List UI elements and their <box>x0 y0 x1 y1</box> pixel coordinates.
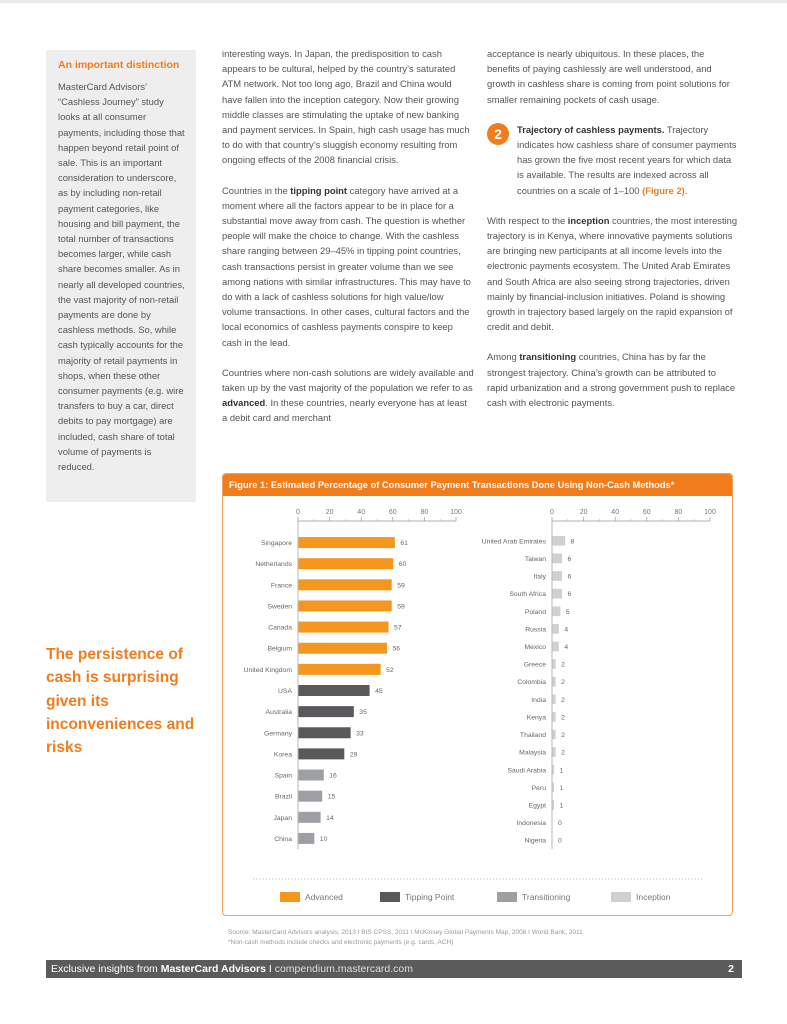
legend-label: Tipping Point <box>405 892 455 902</box>
footer-lead: Exclusive insights from <box>51 963 161 975</box>
value-label: 4 <box>564 626 569 634</box>
source-line: Source: MasterCard Advisors analysis, 2013 I BIS CPSS, 2011 I McKinsey Global Payments Map, 2008 I World Bank, 2011 <box>228 929 583 936</box>
value-label: 2 <box>561 749 565 757</box>
category-label: Egypt <box>528 802 546 810</box>
value-label: 16 <box>329 772 337 780</box>
value-label: 52 <box>386 666 394 674</box>
footnote: *Non-cash methods include checks and electronic payments (e.g. cards, ACH) <box>228 939 454 946</box>
col1-paragraph-1: interesting ways. In Japan, the predisposition to cash appears to be cultural, helped by the country’s saturated ATM network. Not too long ago, Brazil and China would have fallen into the inception category. Now their growing middle classes are stimulating the uptake of new banking and payment services. In Spain, high cash usage has much to do with that country’s sluggish economy resulting from ongoing effects of the 2008 financial crisis. <box>222 48 470 166</box>
value-label: 59 <box>397 603 405 611</box>
value-label: 5 <box>565 608 570 616</box>
bar <box>553 624 559 634</box>
legend-label: Advanced <box>305 892 343 902</box>
category-label: Kenya <box>526 714 546 722</box>
legend-swatch <box>280 892 300 902</box>
bar <box>553 694 556 704</box>
value-label: 1 <box>559 767 564 775</box>
category-label: Poland <box>524 608 546 616</box>
text-run: countries, the most interesting trajectory is in Kenya, where innovative payments solutions are bringing new participants at all income levels into the electronic payments ecosystem. The United Arab Emirates and South Africa are also seeing strong trajectories, driven mainly by financial-inclusion initiatives. Poland is showing growth in trajectory based largely on the rapid expansion of credit and debit. <box>487 214 738 333</box>
value-label: 15 <box>327 793 336 801</box>
category-label: Greece <box>523 661 546 669</box>
subheading-trajectory: Trajectory of cashless payments. <box>517 123 665 135</box>
value-label: 6 <box>567 591 572 599</box>
footer-separator: I <box>268 963 272 975</box>
value-label: 2 <box>561 661 565 669</box>
bar <box>553 589 562 599</box>
category-label: Saudi Arabia <box>507 767 546 775</box>
x-tick-label: 0 <box>550 509 554 516</box>
bar <box>553 712 556 722</box>
bar <box>299 791 323 802</box>
value-label: 60 <box>398 561 407 569</box>
bar <box>299 558 394 569</box>
x-tick-label: 40 <box>611 509 620 516</box>
body-column-1 <box>222 46 474 441</box>
category-label: Australia <box>265 709 292 717</box>
category-label: Nigeria <box>524 837 546 845</box>
category-label: Italy <box>533 573 546 581</box>
category-label: Indonesia <box>516 820 546 828</box>
value-label: 0 <box>558 837 562 845</box>
category-label: Brazil <box>275 793 292 801</box>
x-tick-label: 100 <box>704 509 716 516</box>
value-label: 4 <box>564 643 569 651</box>
sidebar-body: MasterCard Advisors’ “Cashless Journey” study looks at all consumer payments, including those that happen beyond retail point of sale. This is an important consideration to underscore, as by including non-retail payment categories, like housing and bill payment, the total number of transactions becomes larger, while cash share becomes smaller. As in nearly all developed countries, the vast majority of non-retail payments are done by cashless methods. So, while cash typically accounts for the majority of retail payments in shops, when these other consumer payments (e.g. wire transfers to buy a car, direct debits to pay mortgage) are included, cash share of total volume of payments is reduced. <box>58 81 185 473</box>
col2-paragraph-1: acceptance is nearly ubiquitous. In these places, the benefits of paying cashlessly are well understood, and growth in cashless share is coming from point solutions for smaller remaining pockets of cash usage. <box>487 48 730 105</box>
category-label: Singapore <box>261 540 292 548</box>
top-rule <box>0 0 787 3</box>
category-label: Belgium <box>267 645 292 653</box>
page-number: 2 <box>728 963 734 975</box>
value-label: 6 <box>567 555 572 563</box>
category-label: Canada <box>268 624 292 632</box>
bar <box>553 642 559 652</box>
bar <box>299 600 392 611</box>
pull-quote: The persistence of cash is surprising given its inconveniences and risks <box>46 646 195 757</box>
x-tick-label: 100 <box>450 509 462 516</box>
col2-paragraph-4 <box>487 349 739 410</box>
value-label: 2 <box>561 714 565 722</box>
category-label: USA <box>278 688 292 695</box>
source-notes <box>228 928 583 948</box>
value-label: 8 <box>570 538 575 546</box>
bar <box>553 765 555 775</box>
value-label: 33 <box>356 730 364 738</box>
value-label: 1 <box>559 802 564 810</box>
bar <box>299 727 351 738</box>
x-tick-label: 60 <box>642 509 651 516</box>
category-label: Malaysia <box>519 749 546 757</box>
text-run: Countries where non-cash solutions are widely available and taken up by the vast majority of the population we refer to as <box>222 366 474 394</box>
category-label: Colombia <box>517 679 546 687</box>
number-2-badge: 2 <box>487 123 509 145</box>
category-label: Spain <box>274 772 292 780</box>
bar <box>299 770 324 781</box>
value-label: 2 <box>561 732 565 740</box>
value-label: 57 <box>394 624 402 632</box>
term-advanced: advanced <box>222 397 266 409</box>
value-label: 61 <box>400 540 408 548</box>
figure-title: Figure 1: Estimated Percentage of Consumer Payment Transactions Done Using Non-Cash Methods* <box>223 474 732 496</box>
figure-1 <box>222 473 733 916</box>
bar <box>299 664 381 675</box>
footer-brand: MasterCard Advisors <box>160 963 266 975</box>
category-label: South Africa <box>509 591 546 599</box>
col1-paragraph-2 <box>222 183 474 350</box>
sidebar-box <box>46 50 196 502</box>
x-tick-label: 20 <box>325 509 334 516</box>
term-inception: inception <box>567 214 610 226</box>
category-label: China <box>274 835 292 843</box>
value-label: 35 <box>359 709 367 717</box>
legend-label: Inception <box>636 892 671 902</box>
term-tipping-point: tipping point <box>290 184 348 196</box>
bar <box>553 571 562 581</box>
bar <box>553 747 556 757</box>
value-label: 1 <box>559 784 564 792</box>
sidebar-heading: An important distinction <box>58 59 180 71</box>
bar <box>553 659 556 669</box>
footer-url[interactable]: compendium.mastercard.com <box>274 963 414 975</box>
bar <box>299 579 392 590</box>
col2-paragraph-3 <box>487 213 739 335</box>
bar <box>553 677 556 687</box>
value-label: 14 <box>326 814 334 822</box>
bar <box>299 685 370 696</box>
value-label: 0 <box>558 820 562 828</box>
category-label: Peru <box>531 784 546 792</box>
col1-paragraph-3 <box>222 365 474 426</box>
value-label: 2 <box>561 679 565 687</box>
value-label: 29 <box>349 751 358 759</box>
bar <box>299 643 387 654</box>
text-run: Countries in the <box>222 184 291 196</box>
value-label: 2 <box>561 696 565 704</box>
figure-2-link[interactable]: (Figure 2) <box>642 184 685 196</box>
footer-bar <box>46 960 742 978</box>
category-label: Japan <box>273 814 292 822</box>
category-label: Taiwan <box>524 555 546 563</box>
value-label: 59 <box>397 582 405 590</box>
bar <box>553 730 556 740</box>
text-run: . <box>684 184 688 196</box>
category-label: Mexico <box>524 643 546 651</box>
x-tick-label: 60 <box>388 509 397 516</box>
bar <box>299 812 321 823</box>
x-tick-label: 80 <box>420 509 429 516</box>
value-label: 6 <box>567 573 572 581</box>
category-label: Netherlands <box>255 561 292 569</box>
text-run: . In these countries, nearly everyone has at least a debit card and merchant <box>222 397 467 424</box>
bar <box>299 537 395 548</box>
x-tick-label: 80 <box>674 509 683 516</box>
category-label: France <box>270 582 292 590</box>
x-tick-label: 40 <box>357 509 366 516</box>
bar <box>553 606 561 616</box>
body-column-2 <box>487 46 739 425</box>
category-label: United Arab Emirates <box>481 538 546 546</box>
legend-swatch <box>611 892 631 902</box>
bar <box>299 706 354 717</box>
text-run: category have arrived at a moment where all the factors appear to be in place for a substantial move away from cash. The question is whether people will make the choice to change. With the cashless share ranging between 29–45% in tipping point countries, cash transactions persist in greater volume than we see among nations with similar infrastructures. This may have to do with a lack of cashless solutions for high value/low volume transactions. In other cases, cultural factors and the local economics of cashless payments conspire to keep cash in the lead. <box>222 184 471 348</box>
value-label: 10 <box>319 835 328 843</box>
category-label: Germany <box>264 730 292 738</box>
category-label: Korea <box>273 751 292 759</box>
category-label: Russia <box>525 626 546 634</box>
value-label: 45 <box>375 688 383 695</box>
text-run: Among <box>487 351 520 363</box>
category-label: Sweden <box>267 603 292 611</box>
text-run: Trajectory indicates how cashless share of consumer payments has grown the five most recent years for which data is available. The results are indexed across all countries on a scale of 1–100 <box>517 123 737 196</box>
bar <box>553 536 566 546</box>
bar-chart <box>223 496 732 915</box>
legend-swatch <box>497 892 517 902</box>
x-tick-label: 0 <box>296 509 300 516</box>
category-label: United Kingdom <box>243 666 292 674</box>
bar <box>553 783 555 793</box>
text-run: countries, China has by far the strongest trajectory. China’s growth can be attributed to rapid urbanization and a strong government push to replace cash with electronic payments. <box>487 351 736 409</box>
x-tick-label: 20 <box>579 509 588 516</box>
value-label: 56 <box>392 645 401 653</box>
text-run: With respect to the <box>487 214 568 226</box>
bar <box>299 833 315 844</box>
category-label: India <box>531 696 546 704</box>
legend-label: Transitioning <box>522 892 571 902</box>
legend-swatch <box>380 892 400 902</box>
term-transitioning: transitioning <box>519 351 577 363</box>
bar <box>299 622 389 633</box>
bar <box>553 800 555 810</box>
category-label: Thailand <box>519 732 546 740</box>
col2-numbered-paragraph <box>487 122 739 198</box>
bar <box>553 554 562 564</box>
bar <box>299 748 345 759</box>
